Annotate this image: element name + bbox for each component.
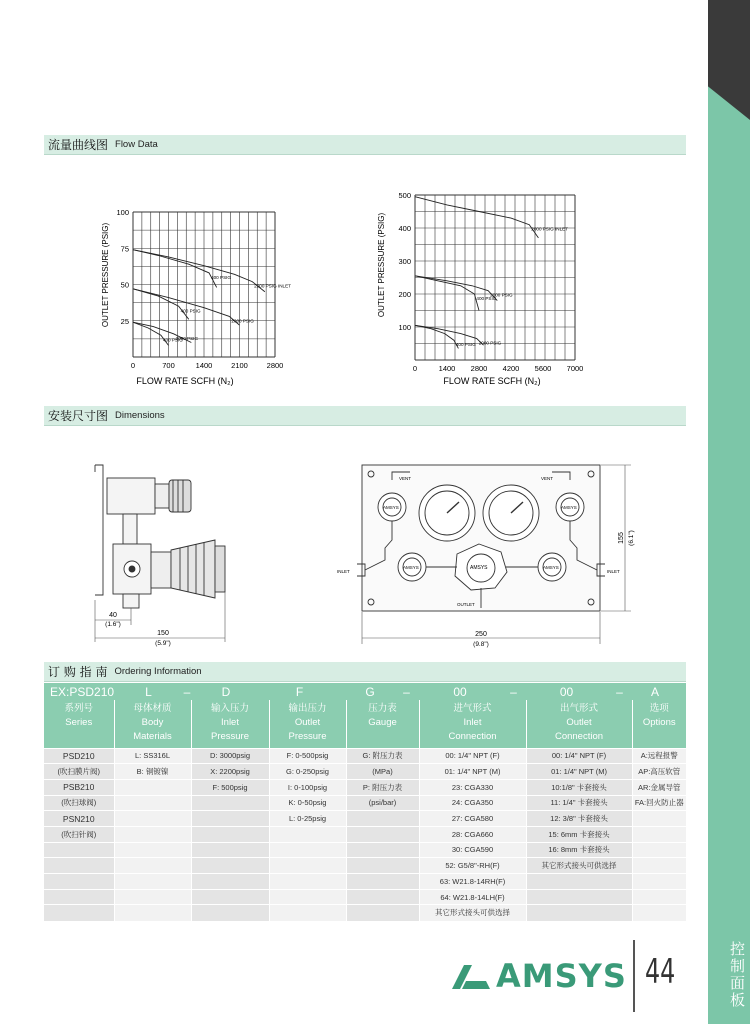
table-cell	[44, 889, 114, 905]
header-line: Gauge	[368, 717, 397, 728]
table-cell	[269, 889, 346, 905]
table-header-cell	[632, 700, 686, 748]
knob-brand-right: AMSYS	[543, 565, 559, 570]
vent-right-label: VENT	[541, 476, 554, 481]
table-cell: I: 0-100psig	[269, 779, 346, 795]
header-line: Materials	[133, 731, 172, 742]
code-body: L	[114, 683, 183, 700]
table-cell: 11: 1/4" 卡套接头	[526, 795, 632, 811]
table-cell: 64: W21.8-14LH(F)	[419, 889, 526, 905]
table-cell: PSB210	[44, 779, 114, 795]
side-band	[708, 0, 750, 1024]
table-cell	[526, 905, 632, 921]
tick-labels	[116, 208, 283, 370]
table-cell: 00: 1/4" NPT (F)	[526, 748, 632, 764]
table-cell	[632, 905, 686, 921]
dim-250-in: (9.8")	[473, 641, 489, 648]
code-sep: –	[403, 684, 410, 699]
code-sep: –	[510, 684, 517, 699]
section-title-en: Dimensions	[115, 410, 165, 421]
table-cell: 16: 8mm 卡套接头	[526, 842, 632, 858]
x-tick-label: 1400	[438, 364, 456, 373]
table-cell	[632, 842, 686, 858]
series-label: 400 PSIG	[162, 337, 183, 343]
header-line: 压力表	[368, 703, 397, 714]
table-cell: K: 0-50psig	[269, 795, 346, 811]
series-line	[133, 289, 189, 319]
table-cell	[44, 842, 114, 858]
table-cell	[44, 905, 114, 921]
header-line: Pressure	[210, 731, 249, 742]
table-row	[44, 858, 686, 874]
x-tick-label: 700	[162, 361, 175, 370]
table-cell: L: 0-25psig	[269, 811, 346, 827]
y-tick-label: 100	[398, 323, 411, 332]
table-row	[44, 842, 686, 858]
tick-labels	[398, 191, 583, 373]
section-dimensions	[44, 406, 686, 426]
page-separator	[633, 940, 635, 1012]
series-label: 2000 PSIG INLET	[254, 283, 291, 289]
table-cell: F: 0-500psig	[269, 748, 346, 764]
table-cell	[114, 874, 191, 890]
table-cell: P: 附压力表	[346, 779, 419, 795]
table-cell	[269, 858, 346, 874]
header-line: 输入压力	[210, 703, 249, 714]
code-sep: –	[616, 684, 623, 699]
table-row	[44, 905, 686, 921]
table-cell	[346, 889, 419, 905]
side-label: 控制面板	[728, 941, 746, 1009]
x-tick-label: 1400	[195, 361, 213, 370]
table-cell	[632, 811, 686, 827]
table-cell: PSN210	[44, 811, 114, 827]
table-cell: X: 2200psig	[191, 764, 269, 780]
table-cell: (MPa)	[346, 764, 419, 780]
section-title-cn: 订 购 指 南	[48, 665, 108, 679]
table-cell	[632, 826, 686, 842]
regulator-brand: AMSYS	[470, 565, 488, 571]
table-row	[44, 748, 686, 764]
table-cell	[191, 905, 269, 921]
table-cell: AP:高压软管	[632, 764, 686, 780]
x-tick-label: 5600	[534, 364, 552, 373]
table-cell	[191, 795, 269, 811]
y-tick-label: 400	[398, 224, 411, 233]
y-tick-label: 300	[398, 257, 411, 266]
series-label: 2000 PSIG	[490, 292, 513, 298]
header-line: 系列号	[64, 703, 93, 714]
table-cell	[346, 874, 419, 890]
table-row	[44, 779, 686, 795]
x-tick-label: 2100	[231, 361, 248, 370]
table-cell	[269, 826, 346, 842]
table-cell: (psi/bar)	[346, 795, 419, 811]
table-cell: F: 500psig	[191, 779, 269, 795]
section-flow-data	[44, 135, 686, 155]
series-label: 400 PSIG	[476, 296, 497, 301]
y-tick-label: 50	[120, 280, 129, 290]
header-line: Inlet	[463, 717, 482, 728]
table-cell: PSD210	[44, 748, 114, 764]
table-cell	[114, 795, 191, 811]
code-series: EX:PSD210	[44, 683, 114, 700]
y-axis-label: OUTLET PRESSURE (PSIG)	[377, 212, 386, 318]
table-cell: 15: 6mm 卡套接头	[526, 826, 632, 842]
section-title-en: Ordering Information	[114, 666, 202, 677]
header-line: 选项	[649, 703, 669, 714]
code-inlet-conn: 00	[411, 683, 509, 700]
table-cell: 24: CGA350	[419, 795, 526, 811]
dim-40: 40	[109, 612, 117, 619]
table-cell	[526, 889, 632, 905]
table-cell: 其它形式接头可供选择	[419, 905, 526, 921]
x-tick-label: 0	[412, 364, 418, 373]
vent-left-label: VENT	[399, 476, 412, 481]
table-cell	[191, 842, 269, 858]
section-ordering	[44, 662, 686, 682]
series-label: 400 PSIG	[180, 308, 201, 314]
table-cell	[632, 858, 686, 874]
series-label: 2000 PSIG INLET	[531, 226, 569, 232]
table-cell: G: 0-250psig	[269, 764, 346, 780]
table-cell: D: 3000psig	[191, 748, 269, 764]
code-gauge: G	[338, 683, 402, 700]
dim-250: 250	[475, 631, 487, 638]
table-cell	[44, 874, 114, 890]
code-sep: –	[183, 684, 191, 699]
table-header-row	[44, 700, 686, 748]
inlet-right-label: INLET	[607, 569, 620, 574]
table-cell: 63: W21.8-14RH(F)	[419, 874, 526, 890]
dim-150: 150	[157, 630, 169, 637]
header-line: 输出压力	[288, 703, 327, 714]
ordering-table-body	[44, 700, 686, 921]
series-line	[415, 197, 538, 238]
header-line: Options	[642, 717, 676, 728]
table-cell: 其它形式接头可供选择	[526, 858, 632, 874]
table-row	[44, 764, 686, 780]
flow-chart-left	[95, 200, 295, 390]
table-cell: AR:金属导管	[632, 779, 686, 795]
table-cell: (吹扫膜片阀)	[44, 764, 114, 780]
series-label: 2000 PSIG	[231, 318, 254, 324]
header-line: Outlet	[294, 717, 321, 728]
table-cell	[346, 826, 419, 842]
section-title-en: Flow Data	[115, 139, 158, 150]
table-cell	[191, 826, 269, 842]
x-tick-label: 2800	[470, 364, 488, 373]
table-cell: FA:回火防止器	[632, 795, 686, 811]
table-cell: 00: 1/4" NPT (F)	[419, 748, 526, 764]
table-cell	[114, 842, 191, 858]
table-header-cell	[526, 700, 632, 748]
table-cell: A:远程报警	[632, 748, 686, 764]
table-cell	[269, 874, 346, 890]
table-cell: 52: G5/8"-RH(F)	[419, 858, 526, 874]
y-tick-label: 25	[120, 316, 129, 326]
table-cell	[632, 889, 686, 905]
table-row	[44, 889, 686, 905]
x-axis-label: FLOW RATE SCFH (N₂)	[443, 376, 541, 386]
header-line: Outlet	[566, 717, 592, 728]
table-cell: 28: CGA660	[419, 826, 526, 842]
table-cell: 01: 1/4" NPT (M)	[419, 764, 526, 780]
header-line: Inlet	[221, 717, 239, 728]
front-view-drawing	[335, 460, 635, 655]
header-line: 母体材质	[133, 703, 172, 714]
table-cell: 01: 1/4" NPT (M)	[526, 764, 632, 780]
table-cell	[191, 858, 269, 874]
series-lines	[415, 197, 538, 349]
table-cell	[114, 811, 191, 827]
gauge-brand-right: AMSYS	[561, 505, 577, 510]
series-label: 400 PSIG	[455, 342, 476, 348]
outlet-label: OUTLET	[457, 602, 475, 607]
table-cell: 23: CGA330	[419, 779, 526, 795]
brand-logo	[450, 957, 627, 995]
table-cell: 27: CGA580	[419, 811, 526, 827]
table-row	[44, 874, 686, 890]
table-cell	[114, 889, 191, 905]
page-number: 44	[645, 952, 676, 992]
series-line	[133, 250, 265, 292]
table-cell: 12: 3/8" 卡套接头	[526, 811, 632, 827]
x-tick-label: 0	[130, 361, 136, 370]
table-cell: 30: CGA590	[419, 842, 526, 858]
y-tick-label: 100	[116, 208, 129, 217]
x-tick-label: 7000	[566, 364, 584, 373]
table-cell	[114, 858, 191, 874]
header-line: Pressure	[288, 731, 327, 742]
grid	[415, 195, 575, 360]
header-line: Body	[141, 717, 164, 728]
table-cell	[526, 874, 632, 890]
series-label: 2000 PSIG	[478, 340, 502, 346]
y-tick-label: 75	[120, 244, 129, 254]
table-cell	[346, 811, 419, 827]
section-title-cn: 安装尺寸图	[48, 409, 109, 423]
table-header-cell	[269, 700, 346, 748]
table-cell: L: SS316L	[114, 748, 191, 764]
table-cell	[191, 811, 269, 827]
table-row	[44, 826, 686, 842]
table-header-cell	[419, 700, 526, 748]
table-cell	[44, 858, 114, 874]
header-line: Connection	[448, 731, 497, 742]
table-cell	[269, 842, 346, 858]
amsys-mark-icon	[450, 961, 492, 991]
table-cell	[191, 889, 269, 905]
flow-chart-right	[370, 185, 585, 390]
header-line: Series	[65, 717, 93, 728]
series-label: 400 PSIG	[211, 274, 231, 280]
x-axis-label: FLOW RATE SCFH (N₂)	[136, 376, 234, 386]
table-cell: (吹扫球阀)	[44, 795, 114, 811]
order-code-row	[44, 683, 686, 700]
y-tick-label: 500	[398, 191, 411, 200]
table-cell: G: 附压力表	[346, 748, 419, 764]
table-cell	[346, 842, 419, 858]
brand-name: AMSYS	[496, 957, 627, 995]
section-title-cn: 流量曲线图	[48, 138, 109, 152]
series-label: 2000 PSIG	[175, 335, 199, 341]
code-outlet-conn: 00	[518, 683, 615, 700]
header-line: 进气形式	[453, 703, 492, 714]
table-cell	[191, 874, 269, 890]
table-cell: (吹扫针阀)	[44, 826, 114, 842]
table-cell	[346, 858, 419, 874]
code-options: A	[624, 683, 686, 700]
header-line: Connection	[554, 731, 604, 742]
table-header-cell	[114, 700, 191, 748]
x-tick-label: 2800	[266, 361, 284, 370]
dim-40-in: (1.6")	[105, 621, 121, 628]
gauge-brand-left: AMSYS	[383, 505, 399, 510]
table-cell	[269, 905, 346, 921]
dim-155: 155	[618, 532, 625, 544]
code-inlet-pressure: D	[191, 683, 261, 700]
table-header-cell	[191, 700, 269, 748]
table-cell	[114, 826, 191, 842]
inlet-left-label: INLET	[337, 569, 350, 574]
table-cell	[114, 779, 191, 795]
ordering-table	[44, 683, 686, 700]
table-body	[44, 748, 686, 921]
table-row	[44, 795, 686, 811]
table-cell: B: 铜镀镍	[114, 764, 191, 780]
side-view-drawing	[85, 460, 255, 650]
table-header-cell	[346, 700, 419, 748]
header-line: 出气形式	[559, 703, 598, 714]
series-labels	[163, 275, 291, 342]
table-cell	[632, 874, 686, 890]
series-lines	[133, 250, 265, 346]
table-cell	[346, 905, 419, 921]
y-tick-label: 200	[398, 290, 411, 299]
dim-150-in: (5.9")	[155, 640, 171, 647]
table-header-cell	[44, 700, 114, 748]
code-outlet-pressure: F	[261, 683, 338, 700]
knob-brand-left: AMSYS	[403, 565, 419, 570]
dim-155-in: (6.1")	[628, 530, 635, 546]
table-cell	[114, 905, 191, 921]
table-row	[44, 811, 686, 827]
y-axis-label: OUTLET PRESSURE (PSIG)	[101, 222, 110, 328]
table-cell: 10:1/8" 卡套接头	[526, 779, 632, 795]
x-tick-label: 4200	[502, 364, 520, 373]
